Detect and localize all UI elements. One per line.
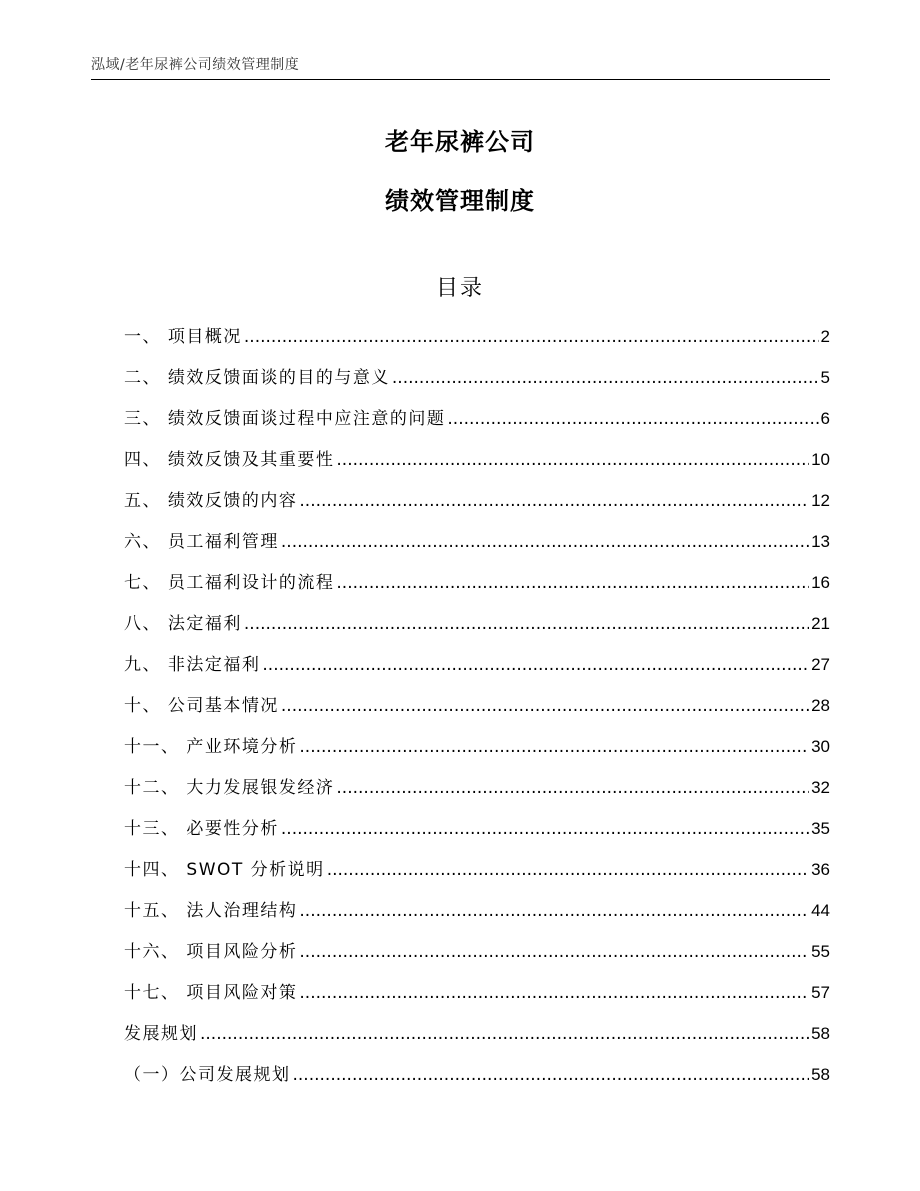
toc-entry[interactable] xyxy=(124,772,830,813)
toc-entry-title: 大力发展银发经济 xyxy=(186,778,335,798)
toc-entry-page: 16 xyxy=(811,573,830,592)
toc-entry-title: 绩效反馈面谈的目的与意义 xyxy=(167,368,390,388)
toc-entry-number: 十二、 xyxy=(124,778,187,798)
toc-dot-leader xyxy=(244,321,819,353)
toc-dot-leader xyxy=(299,485,809,517)
toc-entry-number: （一） xyxy=(124,1065,180,1085)
toc-entry[interactable] xyxy=(124,1018,830,1059)
toc-entry-title: 员工福利设计的流程 xyxy=(167,573,335,593)
toc-entry-title: 非法定福利 xyxy=(167,655,261,675)
toc-entry-page: 21 xyxy=(811,614,830,633)
toc-dot-leader xyxy=(293,1059,810,1091)
toc-entry-title: 绩效反馈面谈过程中应注意的问题 xyxy=(167,409,446,429)
toc-entry-page: 12 xyxy=(811,491,830,510)
toc-entry-title: 项目风险对策 xyxy=(186,983,298,1003)
toc-entry-title: 产业环境分析 xyxy=(186,737,298,757)
toc-entry[interactable] xyxy=(124,608,830,649)
toc-entry[interactable] xyxy=(124,895,830,936)
toc-entry-number: 八、 xyxy=(124,614,168,634)
toc-entry-title: 员工福利管理 xyxy=(167,532,279,552)
toc-entry[interactable] xyxy=(124,649,830,690)
toc-entry-number: 四、 xyxy=(124,450,168,470)
table-of-contents xyxy=(124,321,830,1100)
toc-entry-title: 项目风险分析 xyxy=(186,942,298,962)
toc-entry-number: 九、 xyxy=(124,655,168,675)
toc-entry-number: 一、 xyxy=(124,327,168,347)
toc-entry-page: 32 xyxy=(811,778,830,797)
toc-dot-leader xyxy=(392,362,819,394)
toc-entry-title: 绩效反馈的内容 xyxy=(167,491,298,511)
toc-entry[interactable] xyxy=(124,854,830,895)
toc-entry-number: 五、 xyxy=(124,491,168,511)
toc-dot-leader xyxy=(327,854,809,886)
toc-entry-page: 58 xyxy=(811,1024,830,1043)
toc-entry-title: 公司基本情况 xyxy=(167,696,279,716)
toc-entry-page: 30 xyxy=(811,737,830,756)
toc-entry-page: 13 xyxy=(811,532,830,551)
toc-dot-leader xyxy=(336,444,809,476)
toc-entry-page: 58 xyxy=(811,1065,830,1084)
toc-entry-title: 法定福利 xyxy=(167,614,242,634)
toc-entry-number: 十、 xyxy=(124,696,168,716)
toc-heading: 目录 xyxy=(435,276,484,301)
toc-entry-page: 10 xyxy=(811,450,830,469)
toc-dot-leader xyxy=(244,608,809,640)
toc-entry-title: 法人治理结构 xyxy=(186,901,298,921)
toc-dot-leader xyxy=(336,567,809,599)
toc-entry-number: 十三、 xyxy=(124,819,187,839)
toc-entry-number: 二、 xyxy=(124,368,168,388)
toc-dot-leader xyxy=(447,403,818,435)
toc-entry-title: 公司发展规划 xyxy=(179,1065,291,1085)
toc-entry-page: 28 xyxy=(811,696,830,715)
document-title-line-1: 老年尿裤公司 xyxy=(385,128,535,156)
toc-entry-page: 35 xyxy=(811,819,830,838)
toc-entry-page: 5 xyxy=(820,368,830,387)
toc-entry-page: 44 xyxy=(811,901,830,920)
toc-dot-leader xyxy=(299,936,809,968)
toc-entry[interactable] xyxy=(124,813,830,854)
toc-entry[interactable] xyxy=(124,526,830,567)
toc-dot-leader xyxy=(336,772,809,804)
toc-entry[interactable] xyxy=(124,362,830,403)
toc-entry[interactable] xyxy=(124,444,830,485)
toc-entry-number: 三、 xyxy=(124,409,168,429)
toc-entry[interactable] xyxy=(124,485,830,526)
running-header: 泓域/老年尿裤公司绩效管理制度 xyxy=(91,57,300,73)
toc-entry[interactable] xyxy=(124,690,830,731)
toc-entry[interactable] xyxy=(124,977,830,1018)
toc-dot-leader xyxy=(281,690,809,722)
toc-entry-page: 57 xyxy=(811,983,830,1002)
toc-entry-number: 十一、 xyxy=(124,737,187,757)
toc-entry[interactable] xyxy=(124,321,830,362)
toc-entry-title: 绩效反馈及其重要性 xyxy=(167,450,335,470)
toc-entry-page: 36 xyxy=(811,860,830,879)
header-divider xyxy=(91,79,830,80)
toc-entry-title: 必要性分析 xyxy=(186,819,279,839)
toc-dot-leader xyxy=(281,813,809,845)
toc-entry-title: 项目概况 xyxy=(167,327,242,347)
toc-entry[interactable] xyxy=(124,403,830,444)
toc-entry[interactable] xyxy=(124,1059,830,1100)
toc-entry-number: 十四、 xyxy=(124,860,187,880)
toc-dot-leader xyxy=(200,1018,809,1050)
toc-entry-number: 十五、 xyxy=(124,901,187,921)
toc-dot-leader xyxy=(262,649,809,681)
toc-entry-number: 十七、 xyxy=(124,983,187,1003)
toc-entry-title: SWOT 分析说明 xyxy=(186,860,325,880)
toc-dot-leader xyxy=(299,977,809,1009)
toc-entry[interactable] xyxy=(124,567,830,608)
toc-entry-page: 2 xyxy=(820,327,830,346)
toc-entry-number: 十六、 xyxy=(124,942,187,962)
toc-entry[interactable] xyxy=(124,731,830,772)
toc-dot-leader xyxy=(281,526,809,558)
toc-entry[interactable] xyxy=(124,936,830,977)
document-title-line-2: 绩效管理制度 xyxy=(385,187,535,215)
toc-dot-leader xyxy=(299,731,809,763)
toc-entry-number: 六、 xyxy=(124,532,168,552)
toc-entry-page: 27 xyxy=(811,655,830,674)
toc-entry-title: 发展规划 xyxy=(124,1024,198,1044)
toc-entry-number: 七、 xyxy=(124,573,168,593)
toc-entry-page: 6 xyxy=(820,409,830,428)
toc-entry-page: 55 xyxy=(811,942,830,961)
toc-dot-leader xyxy=(299,895,809,927)
